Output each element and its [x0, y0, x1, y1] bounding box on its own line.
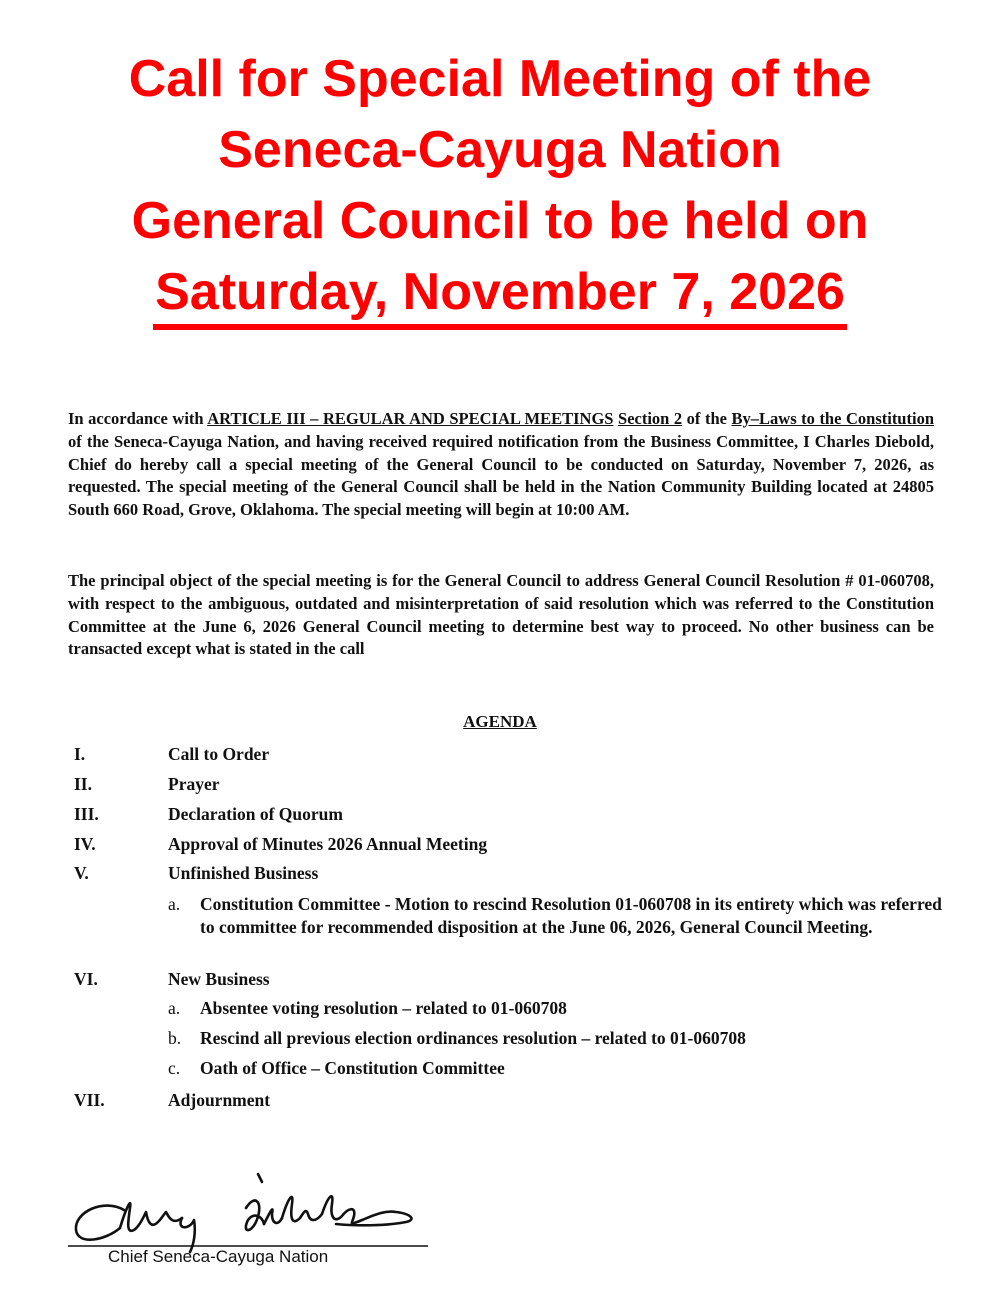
agenda-subitem [168, 997, 948, 1020]
agenda-item-number: III. [74, 804, 99, 824]
agenda-item-text: Unfinished Business [168, 863, 319, 883]
headline-line-2: Seneca-Cayuga Nation [218, 121, 782, 179]
agenda-item-text: Adjournment [168, 1090, 271, 1110]
agenda-subitem-text: Absentee voting resolution – related to 01-060708 [200, 998, 567, 1018]
headline-line-1: Call for Special Meeting of the [128, 50, 872, 108]
agenda-item-number: II. [74, 774, 92, 794]
purpose-paragraph: The principal object of the special meeting is for the General Council to address General Council Resolution # 01-060708, with respect to the ambiguous, outdated and misinterpretation of said resolution which was referred to the Constitution Committee at the June 6, 2026 General Council meeting to determine best way to proceed. No other business can be transacted except what is stated in the call [68, 571, 934, 659]
agenda-subitem [168, 1027, 948, 1050]
agenda-subitem-letter: a. [168, 894, 181, 914]
agenda-item-text: Prayer [168, 774, 220, 794]
agenda-item-number: VI. [74, 969, 98, 989]
signature-title: Chief Seneca-Cayuga Nation [108, 1247, 329, 1266]
section-reference: Section 2 [618, 409, 683, 428]
agenda-item-number: IV. [74, 834, 96, 854]
agenda-subitem-letter: b. [168, 1028, 182, 1048]
agenda-subitem-text: Oath of Office – Constitution Committee [200, 1058, 505, 1078]
agenda-subitem-letter: c. [168, 1058, 181, 1078]
call-text-3: of the [682, 409, 732, 428]
agenda-item-number: VII. [74, 1090, 105, 1110]
headline [0, 44, 1000, 330]
agenda-subitem-text: Constitution Committee - Motion to rescind Resolution 01-060708 in its entirety which was referred to committee for recommended disposition at the June 06, 2026, General Council Meeting. [200, 894, 942, 937]
agenda-subitem-text: Rescind all previous election ordinances resolution – related to 01-060708 [200, 1028, 746, 1048]
agenda-item-text: Call to Order [168, 744, 270, 764]
agenda-subitem-letter: a. [168, 998, 181, 1018]
agenda-item-text: New Business [168, 969, 270, 989]
agenda-item-text: Approval of Minutes 2026 Annual Meeting [168, 834, 488, 854]
agenda-item-number: I. [74, 744, 86, 764]
call-paragraph [68, 408, 934, 522]
agenda-item-text: Declaration of Quorum [168, 804, 343, 824]
agenda-item-number: V. [74, 863, 89, 883]
agenda-subitem [168, 1057, 948, 1080]
article-reference: ARTICLE III – REGULAR AND SPECIAL MEETINGS [207, 409, 614, 428]
agenda-subitem [168, 893, 948, 938]
bylaws-reference: By–Laws to the Constitution [731, 409, 934, 428]
call-text-4: of the Seneca-Cayuga Nation, and having received required notification from the Business Committee, I Charles Diebold, Chief do hereby call a special meeting of the General Council to be conducted on Saturday, November 7, 2026, as requested. The special meeting of the General Council shall be held in the Nation Community Building located at 24805 South 660 Road, Grove, Oklahoma. The special meeting will begin at 10:00 AM. [68, 431, 934, 520]
headline-line-3: General Council to be held on [131, 192, 869, 250]
call-text-1: In accordance with [68, 409, 208, 428]
agenda-title: AGENDA [463, 712, 537, 731]
meeting-date-headline: Saturday, November 7, 2026 [153, 260, 847, 330]
